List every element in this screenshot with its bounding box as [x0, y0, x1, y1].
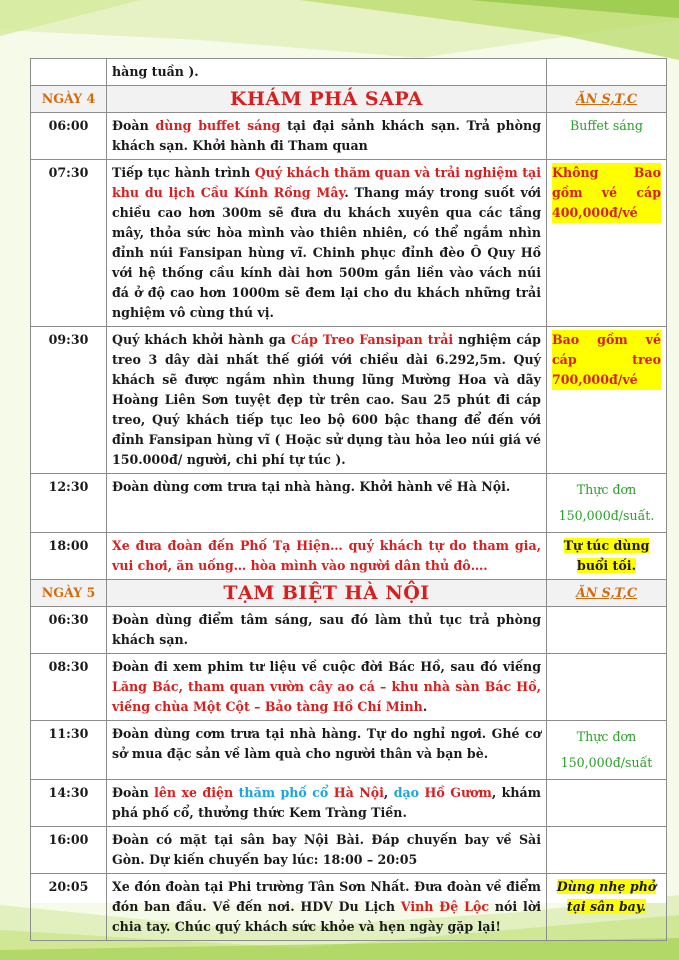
description-segment: nói lời chia tay. Chúc quý khách sức khỏe và hẹn ngày gặp lại! — [112, 899, 542, 934]
note-cell — [547, 59, 667, 86]
day5-title: TẠM BIỆT HÀ NỘI — [107, 580, 547, 607]
schedule-row — [31, 654, 667, 721]
description-segment: nghiệm cáp treo 3 dây dài nhất thế giới với chiều dài 6.292,5m. Quý khách sẽ được ngắm nhìn thung lũng Mường Hoa và dãy Hoàng Liên Sơn tuyệt đẹp từ trên cao. Sau 25 phút đi cáp treo, Quý khách tiếp tục leo bộ 600 bậc thang để đến với đỉnh Fansipan hùng vĩ ( Hoặc sử dụng tàu hỏa leo núi giá vé 150.000đ/ người, chi phí tự túc ). — [112, 332, 541, 467]
description-segment: Xe đón đoàn tại Phi trường Tân Sơn Nhất. Đưa đoàn về điểm đón ban đầu. Về đến nơi. HDV Du Lịch — [112, 879, 541, 914]
time-cell: 07:30 — [31, 160, 107, 327]
note-cell — [547, 113, 667, 160]
schedule-row — [31, 607, 667, 654]
activity-description — [107, 654, 547, 721]
meal-note: Dùng nhẹ phở tại sân bay. — [556, 879, 657, 914]
schedule-row — [31, 113, 667, 160]
schedule-row — [31, 721, 667, 780]
note-cell — [547, 533, 667, 580]
time-cell: 06:30 — [31, 607, 107, 654]
description-segment: Xe đưa đoàn đến Phố Tạ Hiện… quý khách tự do tham gia, vui chơi, ăn uống… hòa mình vào người dân thủ đô…. — [112, 538, 541, 573]
note-cell — [547, 654, 667, 721]
activity-description — [107, 160, 547, 327]
schedule-row — [31, 160, 667, 327]
description-segment: Đoàn đi xem phim tư liệu về cuộc đời Bác Hồ, sau đó viếng — [112, 659, 541, 674]
time-cell: 18:00 — [31, 533, 107, 580]
meal-note: Buffet sáng — [570, 118, 643, 133]
description-segment: Đoàn dùng cơm trưa tại nhà hàng. Tự do nghỉ ngơi. Ghé cơ sở mua đặc sản về làm quà cho người thân và bạn bè. — [112, 726, 541, 761]
description-segment: tại đại sảnh khách sạn. Trả phòng khách sạn. Khởi hành đi Tham quan — [112, 118, 542, 153]
schedule-row — [31, 474, 667, 533]
activity-description — [107, 327, 547, 474]
time-cell: 16:00 — [31, 827, 107, 874]
activity-description — [107, 874, 547, 941]
description-segment: Lăng Bác, tham quan vườn cây ao cá – khu nhà sàn Bác Hồ, viếng chùa Một Cột – Bảo tàng Hồ Chí Minh — [112, 679, 541, 714]
schedule-row — [31, 827, 667, 874]
schedule-row — [31, 327, 667, 474]
activity-description — [107, 721, 547, 780]
itinerary-table — [30, 58, 667, 941]
time-cell — [31, 59, 107, 86]
day5-meal-code: ĂN S,T,C — [547, 580, 667, 607]
time-cell: 11:30 — [31, 721, 107, 780]
description-segment: dùng buffet sáng — [155, 118, 281, 133]
schedule-row — [31, 533, 667, 580]
time-cell: 20:05 — [31, 874, 107, 941]
day5-header-row — [31, 580, 667, 607]
meal-note: Thực đơn 150,000đ/suất — [560, 729, 653, 770]
day4-header-row — [31, 86, 667, 113]
description-segment: thăm phố cổ — [238, 785, 329, 800]
meal-note: Tự túc dùng buổi tối. — [563, 538, 650, 573]
note-cell — [547, 721, 667, 780]
activity-description — [107, 474, 547, 533]
description-segment: Cáp Treo Fansipan trải — [290, 332, 454, 347]
time-cell: 12:30 — [31, 474, 107, 533]
description-segment: , khám phá phố cổ, thưởng thức Kem Tràng Tiền. — [112, 785, 542, 820]
description-segment: lên xe điện — [154, 785, 234, 800]
note-cell — [547, 160, 667, 327]
activity-description — [107, 827, 547, 874]
description-segment: Đoàn dùng điểm tâm sáng, sau đó làm thủ tục trả phòng khách sạn. — [112, 612, 541, 647]
schedule-row — [31, 780, 667, 827]
meal-note: Không Bao gồm vé cáp 400,000đ/vé — [552, 163, 661, 223]
description-segment: Quý khách khởi hành ga — [112, 332, 291, 347]
activity-description — [107, 607, 547, 654]
day4-title: KHÁM PHÁ SAPA — [107, 86, 547, 113]
description-segment: . Thang máy trong suốt với chiều cao hơn 300m sẽ đưa du khách xuyên qua các tầng mây, thỏa sức hòa mình vào thiên nhiên, có thể ngắm nhìn đỉnh núi Fansipan hùng vĩ. Chinh phục đỉnh đèo Ô Quy Hồ với hệ thống cầu kính dài hơn 500m gắn liền vào vách núi đá ở độ cao hơn 1000m sẽ đem lại cho du khách những trải nghiệm vô cùng thú vị. — [112, 185, 541, 320]
description-segment: Đoàn — [112, 118, 156, 133]
day4-label: NGÀY 4 — [31, 86, 107, 113]
note-cell — [547, 327, 667, 474]
continuation-text: hàng tuần ). — [107, 59, 547, 86]
description-segment: Hà Nội — [333, 785, 384, 800]
description-segment: Hồ Gươm — [424, 785, 492, 800]
description-segment: Đoàn — [112, 785, 155, 800]
description-segment: dạo — [393, 785, 420, 800]
description-segment: Đoàn dùng cơm trưa tại nhà hàng. Khởi hành về Hà Nội. — [112, 479, 511, 494]
note-cell — [547, 474, 667, 533]
description-segment: . — [422, 699, 428, 714]
time-cell: 06:00 — [31, 113, 107, 160]
activity-description — [107, 113, 547, 160]
note-cell — [547, 874, 667, 941]
time-cell: 14:30 — [31, 780, 107, 827]
description-segment: , — [383, 785, 394, 800]
continuation-row — [31, 59, 667, 86]
activity-description — [107, 780, 547, 827]
note-cell — [547, 827, 667, 874]
activity-description — [107, 533, 547, 580]
description-segment: Vinh Đệ Lộc — [400, 899, 490, 914]
meal-note: Bao gồm vé cáp treo 700,000đ/vé — [552, 330, 661, 390]
description-segment: Đoàn có mặt tại sân bay Nội Bài. Đáp chuyến bay về Sài Gòn. Dự kiến chuyến bay lúc: 18:00 – 20:05 — [112, 832, 541, 867]
note-cell — [547, 780, 667, 827]
time-cell: 09:30 — [31, 327, 107, 474]
description-segment: Tiếp tục hành trình — [112, 165, 255, 180]
schedule-row — [31, 874, 667, 941]
note-cell — [547, 607, 667, 654]
meal-note: Thực đơn 150,000đ/suất. — [558, 482, 655, 523]
day4-meal-code: ĂN S,T,C — [547, 86, 667, 113]
day5-label: NGÀY 5 — [31, 580, 107, 607]
time-cell: 08:30 — [31, 654, 107, 721]
description-segment: Quý khách thăm quan và trải nghiệm tại khu du lịch Cầu Kính Rồng Mây — [112, 165, 541, 200]
